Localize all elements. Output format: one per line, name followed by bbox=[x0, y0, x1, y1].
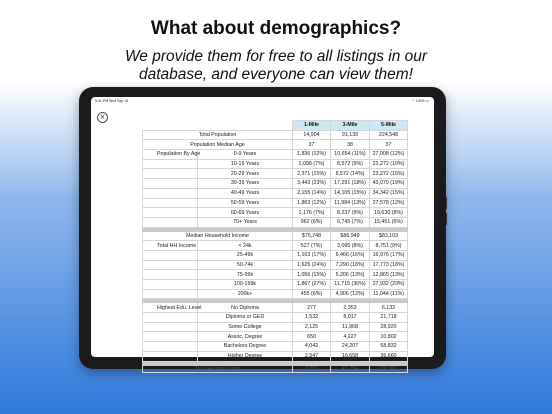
row-value: 1,056 (15%) bbox=[293, 270, 331, 280]
row-label: Total Population bbox=[143, 130, 293, 140]
row-category: Total HH Income bbox=[143, 241, 198, 251]
demographics-table bbox=[142, 120, 408, 373]
row-value: 1,836 (12%) bbox=[293, 150, 331, 160]
row-value: 8,751 (9%) bbox=[370, 241, 408, 251]
promo-headline: What about demographics? bbox=[150, 18, 402, 39]
table-row bbox=[143, 322, 408, 332]
row-value: 1,867 (27%) bbox=[293, 280, 331, 290]
row-value: 27,932 (29%) bbox=[370, 280, 408, 290]
row-label: 100-199k bbox=[198, 280, 293, 290]
row-value: 15,451 (6%) bbox=[370, 217, 408, 227]
row-value: 650 bbox=[293, 332, 331, 342]
table-row bbox=[143, 217, 408, 227]
row-value: 28,920 bbox=[370, 322, 408, 332]
row-label: 10-19 Years bbox=[198, 159, 293, 169]
row-value: 34,342 (15%) bbox=[370, 188, 408, 198]
row-category bbox=[143, 198, 198, 208]
row-value: 6,133 bbox=[370, 303, 408, 313]
row-value: 6,466 (16%) bbox=[331, 250, 370, 260]
row-category bbox=[143, 280, 198, 290]
row-value: 23,272 (15%) bbox=[370, 169, 408, 179]
status-time: 9:41 PM Wed Sep 15 bbox=[95, 99, 129, 103]
row-label: 25-49k bbox=[198, 250, 293, 260]
row-category: Population By Age bbox=[143, 150, 198, 160]
row-label: Median Household Income bbox=[143, 231, 293, 241]
row-value: 27,578 (12%) bbox=[370, 198, 408, 208]
table-row bbox=[143, 169, 408, 179]
table-row bbox=[143, 179, 408, 189]
row-value: 8,572 (14%) bbox=[331, 169, 370, 179]
row-value: 2,155 (14%) bbox=[293, 188, 331, 198]
row-label: 0-9 Years bbox=[198, 150, 293, 160]
row-category bbox=[143, 179, 198, 189]
row-label: 20-29 Years bbox=[198, 169, 293, 179]
row-value: 277 bbox=[293, 303, 331, 313]
row-value: 14,105 (15%) bbox=[331, 188, 370, 198]
row-value: 2,371 (15%) bbox=[293, 169, 331, 179]
close-button[interactable] bbox=[97, 112, 108, 123]
row-value: 4,227 bbox=[331, 332, 370, 342]
table-row bbox=[143, 140, 408, 150]
row-category bbox=[143, 208, 198, 218]
row-category bbox=[143, 188, 198, 198]
row-label: 70+ Years bbox=[198, 217, 293, 227]
row-category bbox=[143, 270, 198, 280]
table-row bbox=[143, 342, 408, 352]
table-row bbox=[143, 260, 408, 270]
row-value: 1,176 (7%) bbox=[293, 208, 331, 218]
battery-level: 100% bbox=[415, 99, 425, 103]
side-button-top bbox=[446, 197, 448, 209]
row-label: Some College bbox=[198, 322, 293, 332]
row-value: 962 (6%) bbox=[293, 217, 331, 227]
promo-subline-line-1: We provide them for free to all listings in our bbox=[124, 48, 428, 65]
row-value: 11,044 (11%) bbox=[370, 289, 408, 299]
row-category bbox=[143, 159, 198, 169]
tablet-device-frame bbox=[79, 87, 446, 372]
row-value: 455 (6%) bbox=[293, 289, 331, 299]
row-value: 41,704 bbox=[331, 365, 370, 372]
row-label: 75-99k bbox=[198, 270, 293, 280]
row-value: 38 bbox=[331, 140, 370, 150]
row-label: 200k+ bbox=[198, 289, 293, 299]
row-value: 8,237 (9%) bbox=[331, 208, 370, 218]
row-value: 100,961 bbox=[370, 365, 408, 372]
row-value: 11,715 (30%) bbox=[331, 280, 370, 290]
row-label: 50-59 Years bbox=[198, 198, 293, 208]
row-value: 2,353 bbox=[331, 303, 370, 313]
row-label: Higher Degree bbox=[198, 351, 293, 361]
row-value: 17,773 (18%) bbox=[370, 260, 408, 270]
row-value: 43,070 (19%) bbox=[370, 179, 408, 189]
row-value: 16,658 bbox=[331, 351, 370, 361]
row-category: Highest Edu. Level bbox=[143, 303, 198, 313]
demographics-table-container[interactable] bbox=[142, 120, 407, 373]
row-label: < 24k bbox=[198, 241, 293, 251]
row-label: 60-69 Years bbox=[198, 208, 293, 218]
row-label: Assoc. Degree bbox=[198, 332, 293, 342]
table-row bbox=[143, 188, 408, 198]
battery-icon: ▭ bbox=[425, 99, 429, 103]
table-row bbox=[143, 250, 408, 260]
row-value: 8,572 (9%) bbox=[331, 159, 370, 169]
row-category bbox=[143, 313, 198, 323]
row-category bbox=[143, 217, 198, 227]
row-value: 23,272 (10%) bbox=[370, 159, 408, 169]
row-value: 12,865 (13%) bbox=[370, 270, 408, 280]
row-value: $86,949 bbox=[331, 231, 370, 241]
row-value: 21,718 bbox=[370, 313, 408, 323]
table-row bbox=[143, 130, 408, 140]
row-value: 7,007 bbox=[293, 365, 331, 372]
row-value: 1,163 (17%) bbox=[293, 250, 331, 260]
row-value: 14,904 bbox=[293, 130, 331, 140]
row-value: $75,748 bbox=[293, 231, 331, 241]
table-row bbox=[143, 208, 408, 218]
table-header-row bbox=[143, 121, 408, 131]
row-value: 10,802 bbox=[370, 332, 408, 342]
row-value: 37 bbox=[370, 140, 408, 150]
row-value: 3,443 (23%) bbox=[293, 179, 331, 189]
column-header-3-mile: 3-Mile bbox=[331, 121, 370, 131]
column-header-5-mile: 5-Mile bbox=[370, 121, 408, 131]
row-value: 7,290 (18%) bbox=[331, 260, 370, 270]
table-row bbox=[143, 159, 408, 169]
table-row bbox=[143, 231, 408, 241]
row-category bbox=[143, 351, 198, 361]
column-header-1-mile: 1-Mile bbox=[293, 121, 331, 131]
close-icon: × bbox=[99, 113, 106, 121]
row-category bbox=[143, 260, 198, 270]
row-value: 11,968 bbox=[331, 322, 370, 332]
status-battery bbox=[412, 99, 429, 103]
row-value: 91,139 bbox=[331, 130, 370, 140]
row-value: 527 (7%) bbox=[293, 241, 331, 251]
row-category bbox=[143, 322, 198, 332]
row-value: 11,984 (13%) bbox=[331, 198, 370, 208]
table-body bbox=[143, 130, 408, 372]
table-row bbox=[143, 270, 408, 280]
row-value: 1,625 (24%) bbox=[293, 260, 331, 270]
promo-subline-line-2: database, and everyone can view them! bbox=[138, 66, 413, 83]
row-value: 8,017 bbox=[331, 313, 370, 323]
row-value: 37 bbox=[293, 140, 331, 150]
row-value: 224,548 bbox=[370, 130, 408, 140]
row-label: Population Median Age bbox=[143, 140, 293, 150]
row-value: 1,098 (7%) bbox=[293, 159, 331, 169]
row-value: 27,008 (12%) bbox=[370, 150, 408, 160]
promo-subline bbox=[0, 48, 552, 84]
table-row bbox=[143, 351, 408, 361]
row-value: 16,976 (17%) bbox=[370, 250, 408, 260]
table-row-clipped bbox=[143, 365, 408, 372]
side-button-bottom bbox=[446, 213, 448, 225]
row-category bbox=[143, 289, 198, 299]
row-value: 5,206 (13%) bbox=[331, 270, 370, 280]
table-row bbox=[143, 198, 408, 208]
row-label: Total Housing Units bbox=[143, 365, 293, 372]
row-label: 40-49 Years bbox=[198, 188, 293, 198]
row-value: 1,532 bbox=[293, 313, 331, 323]
row-value: $83,103 bbox=[370, 231, 408, 241]
row-value: 36,660 bbox=[370, 351, 408, 361]
row-label: Bachelors Degree bbox=[198, 342, 293, 352]
table-row bbox=[143, 313, 408, 323]
table-row bbox=[143, 303, 408, 313]
table-row bbox=[143, 332, 408, 342]
table-row bbox=[143, 280, 408, 290]
wifi-icon: ◠ bbox=[411, 99, 415, 103]
row-label: 30-39 Years bbox=[198, 179, 293, 189]
tablet-screen bbox=[91, 97, 434, 372]
row-label: No Diploma bbox=[198, 303, 293, 313]
row-category bbox=[143, 169, 198, 179]
row-value: 2,547 bbox=[293, 351, 331, 361]
status-bar bbox=[91, 97, 434, 106]
row-value: 19,630 (8%) bbox=[370, 208, 408, 218]
row-value: 24,207 bbox=[331, 342, 370, 352]
table-row bbox=[143, 241, 408, 251]
row-value: 4,906 (12%) bbox=[331, 289, 370, 299]
table-row bbox=[143, 150, 408, 160]
row-label: Diploma or GED bbox=[198, 313, 293, 323]
row-value: 4,042 bbox=[293, 342, 331, 352]
row-value: 3,095 (8%) bbox=[331, 241, 370, 251]
row-value: 2,125 bbox=[293, 322, 331, 332]
row-value: 58,832 bbox=[370, 342, 408, 352]
row-label: 50-74k bbox=[198, 260, 293, 270]
row-category bbox=[143, 332, 198, 342]
row-category bbox=[143, 342, 198, 352]
row-value: 6,745 (7%) bbox=[331, 217, 370, 227]
table-row bbox=[143, 289, 408, 299]
row-value: 10,654 (11%) bbox=[331, 150, 370, 160]
row-value: 1,863 (12%) bbox=[293, 198, 331, 208]
row-value: 17,291 (18%) bbox=[331, 179, 370, 189]
row-category bbox=[143, 250, 198, 260]
